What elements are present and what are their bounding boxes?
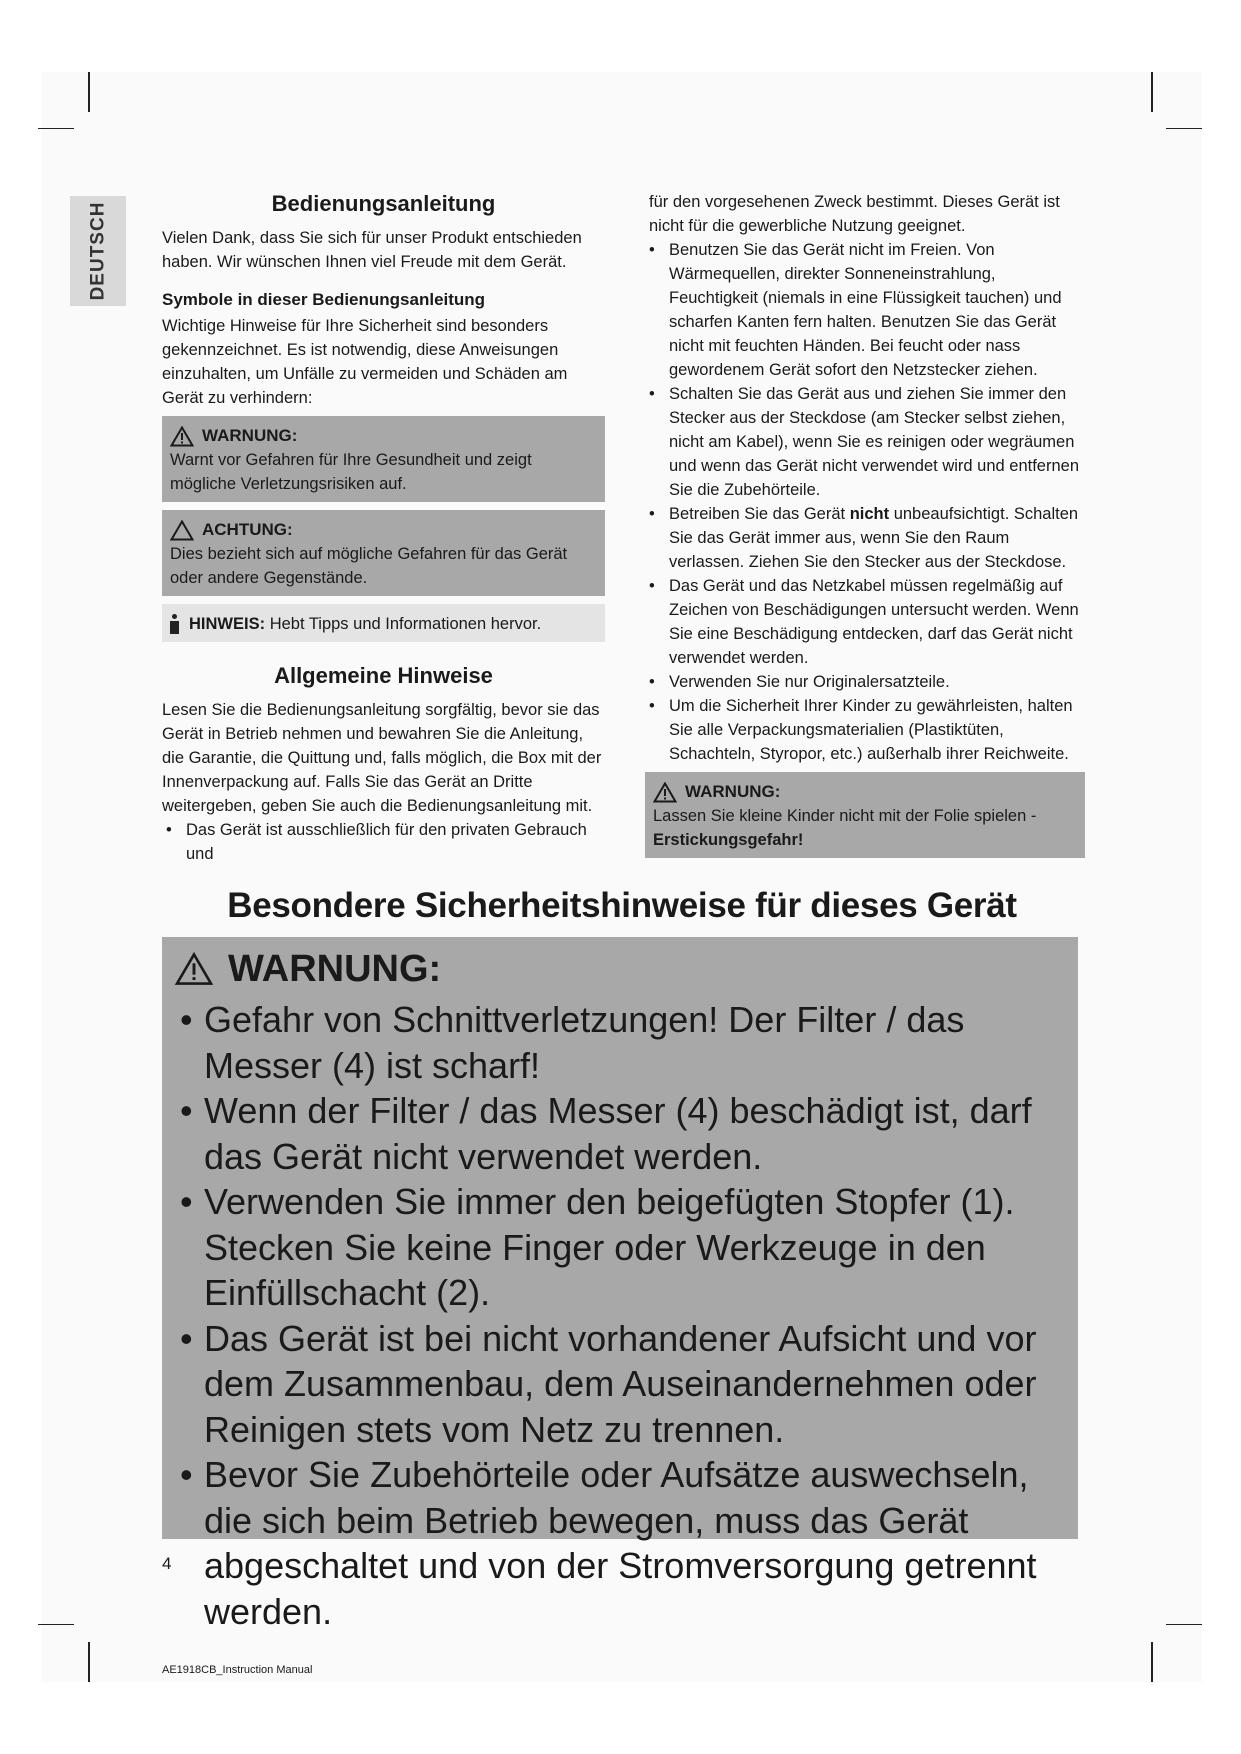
hint-legend-title: HINWEIS:: [189, 615, 266, 633]
warning-legend-title: WARNUNG:: [202, 426, 298, 445]
crop-mark-bottom-right-h: [1166, 1624, 1202, 1625]
crop-mark-bottom-left-v: [88, 1642, 90, 1682]
special-warning-title: WARNUNG:: [228, 948, 442, 990]
warning-triangle-icon: [170, 426, 194, 447]
children-warning-title: WARNUNG:: [685, 782, 781, 801]
warning-triangle-icon: [174, 952, 214, 986]
special-warning-box: [162, 937, 1078, 1632]
caution-triangle-icon: [170, 520, 194, 541]
left-bullet-list: [162, 818, 605, 866]
left-column: [162, 190, 605, 866]
list-item: • Das Gerät ist ausschließlich für den privaten Gebrauch und: [162, 818, 605, 866]
caution-legend-box: [162, 510, 605, 596]
list-item: • Das Gerät und das Netzkabel müssen regelmäßig auf Zeichen von Beschädigungen untersucht werden. Wenn Sie eine Beschädigung entdecken, darf das Gerät nicht verwendet werden.: [645, 574, 1085, 670]
list-item: • Verwenden Sie nur Originalersatzteile.: [645, 670, 1085, 694]
special-safety-heading: Besondere Sicherheitshinweise für dieses Gerät: [227, 886, 1017, 925]
right-column: [645, 190, 1085, 866]
children-warning-text: Lassen Sie kleine Kinder nicht mit der Folie spielen -: [653, 807, 1037, 825]
hint-legend-box: [162, 604, 605, 642]
symbols-text: Wichtige Hinweise für Ihre Sicherheit sind besonders gekennzeichnet. Es ist notwendig, diese Anweisungen einzuhalten, um Unfälle zu vermeiden und Schäden am Gerät zu verhindern:: [162, 317, 568, 407]
crop-mark-top-right-h: [1166, 128, 1202, 129]
list-item: • Verwenden Sie immer den beigefügten Stopfer (1). Stecken Sie keine Finger oder Werkzeuge in den Einfüllschacht (2).: [174, 1179, 1078, 1316]
list-item: • Um die Sicherheit Ihrer Kinder zu gewährleisten, halten Sie alle Verpackungsmaterialien (Plastiktüten, Schachteln, Styropor, etc.) außerhalb ihrer Reichweite.: [645, 694, 1085, 766]
hint-legend-text: Hebt Tipps und Informationen hervor.: [269, 615, 542, 633]
symbols-heading: Symbole in dieser Bedienungsanleitung: [162, 290, 486, 309]
language-tab-label: DEUTSCH: [87, 201, 108, 301]
warning-triangle-icon: [653, 782, 677, 803]
list-item: • Benutzen Sie das Gerät nicht im Freien. Von Wärmequellen, direkter Sonneneinstrahlung, Feuchtigkeit (niemals in eine Flüssigkeit tauchen) und scharfen Kanten fern halten. Benutzen Sie das Gerät nicht mit feuchten Händen. Bei feucht oder nass gewordenem Gerät sofort den Netzstecker ziehen.: [645, 238, 1085, 382]
unattended-text-bold: nicht: [849, 505, 890, 523]
caution-legend-text: Dies bezieht sich auf mögliche Gefahren für das Gerät oder andere Gegenstände.: [170, 545, 568, 587]
footer-text: AE1918CB_Instruction Manual: [162, 1664, 313, 1676]
special-bullet-list: [174, 997, 1078, 1634]
general-text: Lesen Sie die Bedienungsanleitung sorgfältig, bevor sie das Gerät in Betrieb nehmen und bewahren Sie die Anleitung, die Garantie, die Quittung und, falls möglich, die Box mit der Innenverpackung auf. Falls Sie das Gerät an Dritte weitergeben, geben Sie auch die Bedienungsanleitung mit.: [162, 701, 602, 815]
unattended-text-pre: Betreiben Sie das Gerät: [669, 505, 850, 523]
crop-mark-bottom-left-h: [38, 1624, 74, 1625]
right-bullet-list: [645, 238, 1085, 766]
list-item: • Das Gerät ist bei nicht vorhandener Aufsicht und vor dem Zusammenbau, dem Auseinandernehmen oder Reinigen stets vom Netz zu trennen.: [174, 1316, 1078, 1453]
crop-mark-top-left-h: [38, 128, 74, 129]
list-item: • Bevor Sie Zubehörteile oder Aufsätze auswechseln, die sich beim Betrieb bewegen, muss das Gerät abgeschaltet und von der Stromversorgung getrennt werden.: [174, 1452, 1078, 1634]
language-tab: [70, 196, 126, 306]
crop-mark-top-right-v: [1151, 72, 1153, 112]
page-number: 4: [162, 1554, 172, 1573]
manual-title: Bedienungsanleitung: [271, 191, 496, 216]
info-icon: [170, 614, 179, 634]
bullet-continuation: für den vorgesehenen Zweck bestimmt. Dieses Gerät ist nicht für die gewerbliche Nutzung geeignet.: [649, 193, 1060, 235]
children-warning-box: [645, 772, 1085, 858]
warning-legend-box: [162, 416, 605, 502]
unattended-text-post: unbeaufsichtigt. Schalten Sie das Gerät immer aus, wenn Sie den Raum verlassen. Ziehen Sie den Stecker aus der Steckdose.: [669, 505, 1079, 571]
list-item: • Wenn der Filter / das Messer (4) beschädigt ist, darf das Gerät nicht verwendet werden.: [174, 1088, 1078, 1179]
intro-text: Vielen Dank, dass Sie sich für unser Produkt entschieden haben. Wir wünschen Ihnen viel Freude mit dem Gerät.: [162, 229, 582, 271]
warning-legend-text: Warnt vor Gefahren für Ihre Gesundheit und zeigt mögliche Verletzungsrisiken auf.: [170, 451, 532, 493]
crop-mark-bottom-right-v: [1151, 1642, 1153, 1682]
caution-legend-title: ACHTUNG:: [202, 520, 293, 539]
general-heading: Allgemeine Hinweise: [274, 663, 493, 688]
children-warning-bold: Erstickungsgefahr!: [653, 831, 804, 849]
crop-mark-top-left-v: [88, 72, 90, 112]
list-item-unattended: [645, 502, 1085, 574]
list-item: • Gefahr von Schnittverletzungen! Der Filter / das Messer (4) ist scharf!: [174, 997, 1078, 1088]
list-item: • Schalten Sie das Gerät aus und ziehen Sie immer den Stecker aus der Steckdose (am Stecker selbst ziehen, nicht am Kabel), wenn Sie es reinigen oder wegräumen und wenn das Gerät nicht verwendet wird und entfernen Sie die Zubehörteile.: [645, 382, 1085, 502]
